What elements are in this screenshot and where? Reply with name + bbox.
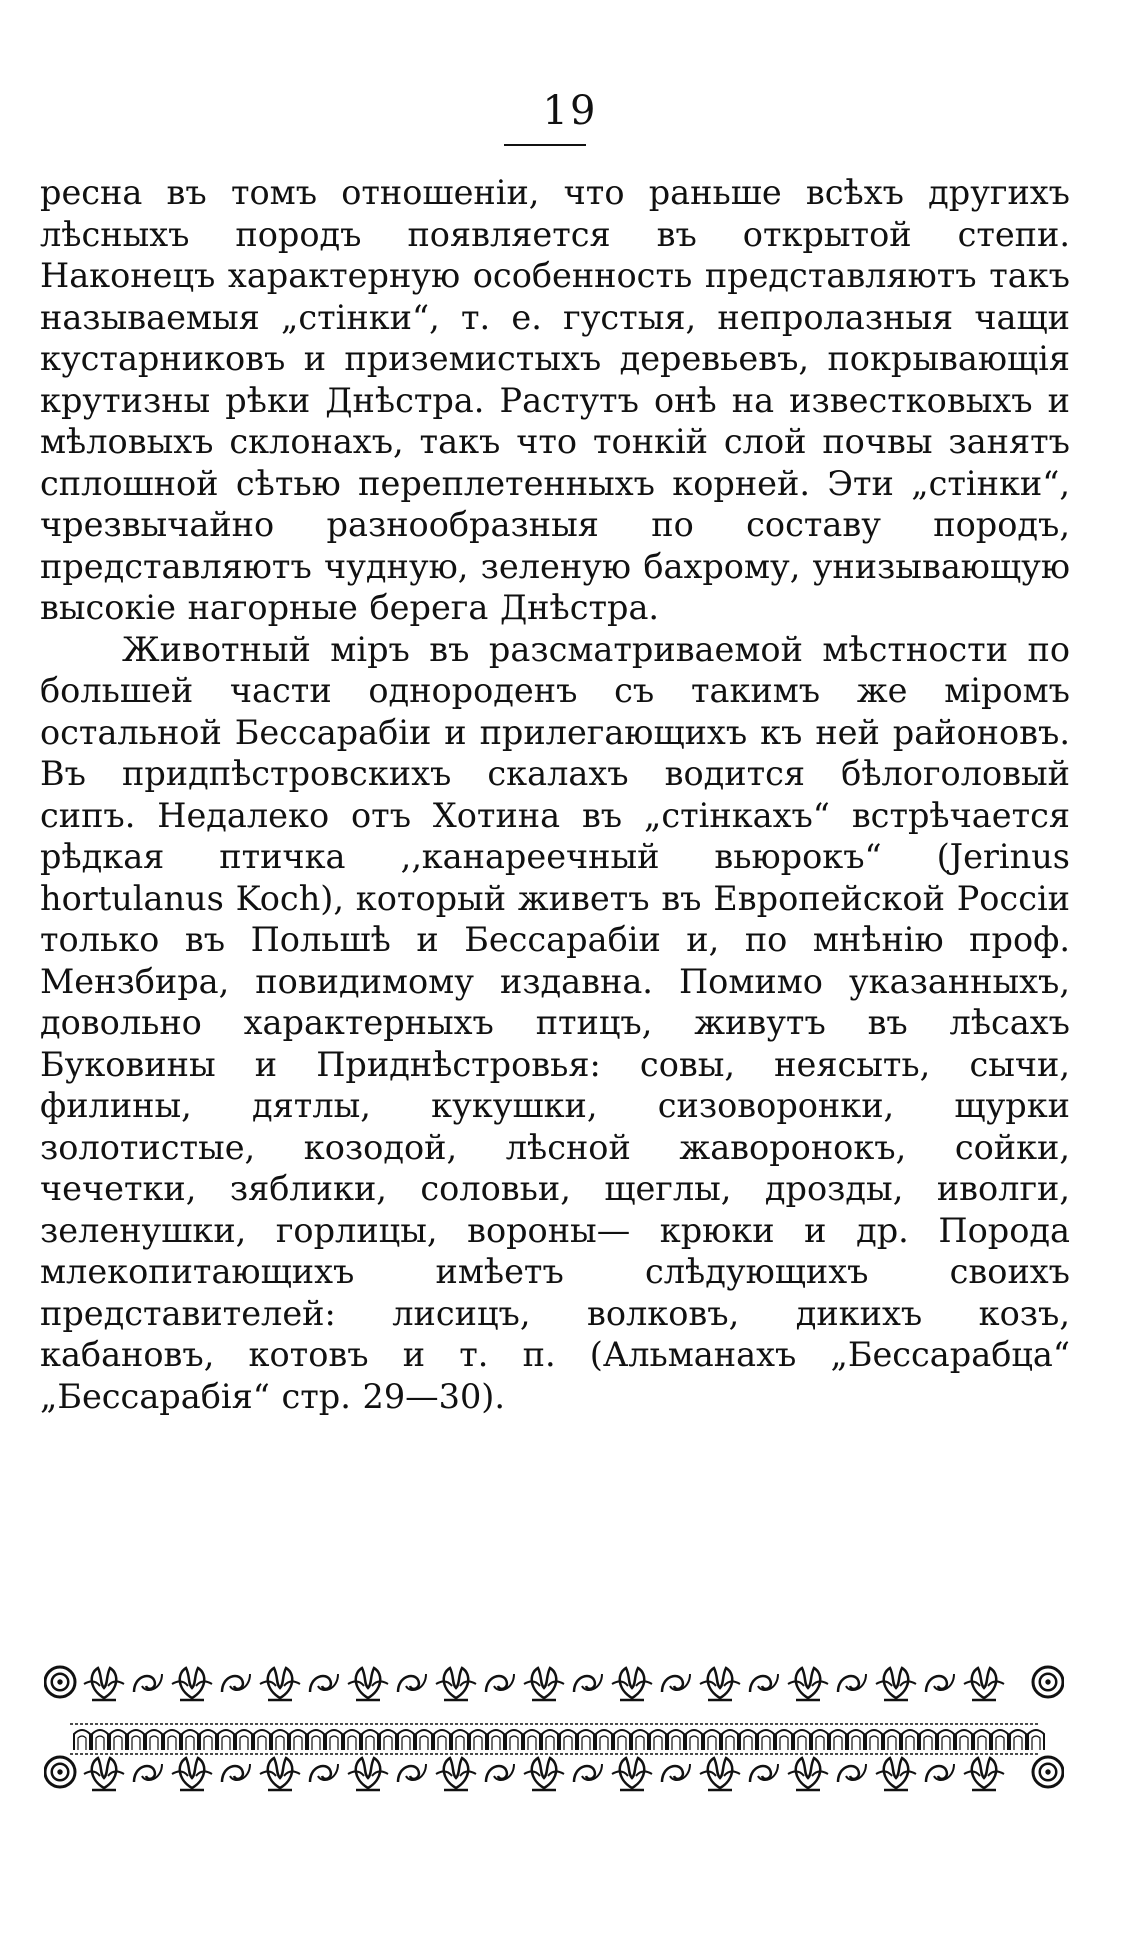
- paragraph-1: ресна въ томъ отношеніи, что раньше всѣхъ другихъ лѣсныхъ породъ появляется въ открытой степи. Наконецъ характерную особенность представляютъ такъ называемыя „стінки“, т. е. густыя, непролазныя чащи кустарниковъ и приземистыхъ деревьевъ, покрывающія крутизны рѣки Днѣстра. Растутъ онѣ на известковыхъ и мѣловыхъ склонахъ, такъ что тонкій слой почвы занятъ сплошной сѣтью переплетенныхъ корней. Эти „стінки“, чрезвычайно разнообразныя по составу породъ, представляютъ чудную, зеленую бахрому, унизывающую высокіе нагорные берега Днѣстра.: [40, 173, 1070, 627]
- page-number-rule: [504, 144, 586, 146]
- decorative-border-icon: [44, 1650, 1064, 1800]
- text-block: [40, 172, 1070, 1417]
- ornament-top-row: [45, 1667, 1063, 1700]
- paragraph-2: Животный міръ въ разсматриваемой мѣстности по большей части однороденъ съ такимъ же міромъ остальной Бессарабіи и прилегающихъ къ ней районовъ. Въ придпѣстровскихъ скалахъ водится бѣлоголовый сипъ. Недалеко отъ Хотина въ „стінкахъ“ встрѣчается рѣдкая птичка ‚‚канареечный вьюрокъ“ (Jerinus hortulanus Koch), который живетъ въ Европейской Россіи только въ Польшѣ и Бессарабіи и, по мнѣнію проф. Мензбира, повидимому издавна. Помимо указанныхъ, довольно характерныхъ птицъ, живутъ въ лѣсахъ Буковины и Приднѣстровья: совы, неясыть, сычи, филины, дятлы, кукушки, сизоворонки, щурки золотистые, козодой, лѣсной жаворонокъ, сойки, чечетки, зяблики, соловьи, щеглы, дрозды, иволги, зеленушки, горлицы, вороны— крюки и др. Порода млекопитающихъ имѣетъ слѣдующихъ своихъ представителей: лисицъ, волковъ, дикихъ козъ, кабановъ, котовъ и т. п. (Альманахъ „Бессарабца“ „Бессарабія“ стр. 29—30).: [40, 629, 1070, 1416]
- page-number: 19: [542, 88, 598, 134]
- ornament-middle-row: [74, 1730, 1044, 1750]
- ornament-bottom-row: [45, 1757, 1063, 1790]
